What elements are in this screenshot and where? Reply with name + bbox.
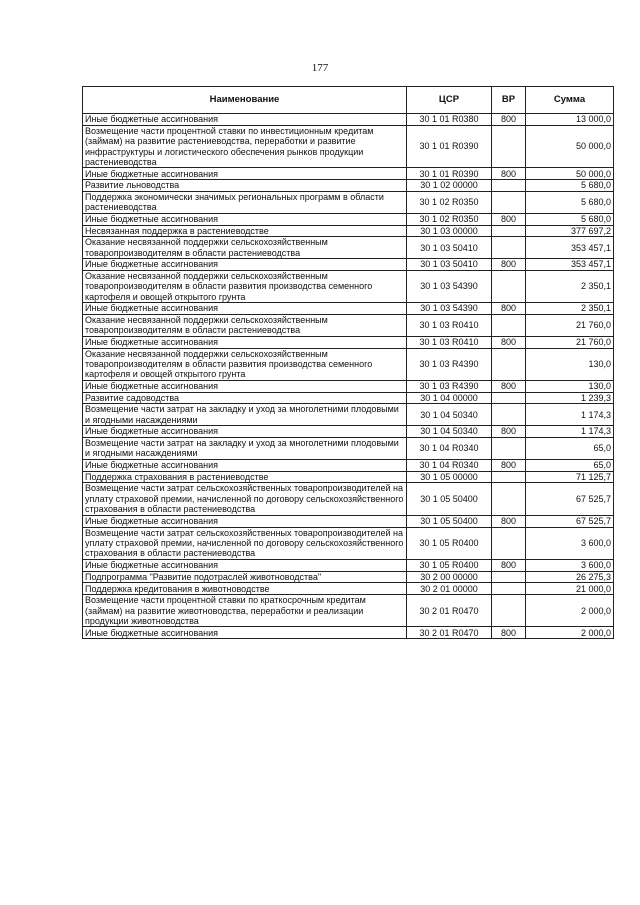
table-header-row: [83, 87, 614, 114]
table-row: [83, 114, 614, 126]
cell-csr: 30 2 01 R0470: [407, 595, 492, 627]
table-row: [83, 483, 614, 515]
cell-sum: 50 000,0: [526, 168, 614, 180]
page-number: 177: [311, 62, 329, 74]
cell-vr: 800: [492, 459, 526, 471]
cell-name: Иные бюджетные ассигнования: [83, 627, 407, 639]
table-row: [83, 348, 614, 380]
table-row: [83, 168, 614, 180]
cell-vr: 800: [492, 303, 526, 315]
cell-sum: 67 525,7: [526, 483, 614, 515]
table-row: [83, 559, 614, 571]
cell-csr: 30 1 01 R0390: [407, 125, 492, 168]
table-row: [83, 271, 614, 303]
cell-vr: 800: [492, 559, 526, 571]
cell-vr: [492, 583, 526, 595]
cell-sum: 2 350,1: [526, 303, 614, 315]
table-row: [83, 527, 614, 559]
cell-name: Иные бюджетные ассигнования: [83, 213, 407, 225]
cell-name: Возмещение части затрат сельскохозяйственных товаропроизводителей на уплату страховой премии, начисленной по договору сельскохозяйственного страхования в области растениеводства: [83, 527, 407, 559]
cell-sum: 1 174,3: [526, 426, 614, 438]
cell-name: Поддержка страхования в растениеводстве: [83, 471, 407, 483]
cell-vr: [492, 237, 526, 259]
cell-vr: [492, 527, 526, 559]
cell-csr: 30 1 03 R0410: [407, 315, 492, 337]
cell-csr: 30 1 02 00000: [407, 180, 492, 192]
cell-csr: 30 2 01 00000: [407, 583, 492, 595]
cell-name: Иные бюджетные ассигнования: [83, 336, 407, 348]
cell-sum: 5 680,0: [526, 180, 614, 192]
cell-sum: 130,0: [526, 348, 614, 380]
cell-name: Оказание несвязанной поддержки сельскохозяйственным товаропроизводителям в области растениеводства: [83, 315, 407, 337]
cell-vr: 800: [492, 336, 526, 348]
cell-csr: 30 1 01 R0380: [407, 114, 492, 126]
cell-name: Возмещение части затрат на закладку и уход за многолетними плодовыми и ягодными насаждениями: [83, 404, 407, 426]
cell-sum: 2 350,1: [526, 271, 614, 303]
cell-sum: 67 525,7: [526, 515, 614, 527]
cell-vr: [492, 180, 526, 192]
cell-csr: 30 1 05 50400: [407, 483, 492, 515]
table-row: [83, 180, 614, 192]
cell-sum: 71 125,7: [526, 471, 614, 483]
cell-sum: 3 600,0: [526, 559, 614, 571]
cell-csr: 30 1 03 54390: [407, 303, 492, 315]
cell-vr: 800: [492, 213, 526, 225]
cell-name: Иные бюджетные ассигнования: [83, 559, 407, 571]
table-row: [83, 213, 614, 225]
cell-csr: 30 1 01 R0390: [407, 168, 492, 180]
cell-sum: 5 680,0: [526, 192, 614, 214]
cell-csr: 30 1 03 00000: [407, 225, 492, 237]
cell-sum: 377 697,2: [526, 225, 614, 237]
cell-name: Иные бюджетные ассигнования: [83, 459, 407, 471]
cell-sum: 1 239,3: [526, 392, 614, 404]
cell-sum: 2 000,0: [526, 595, 614, 627]
cell-sum: 2 000,0: [526, 627, 614, 639]
table-row: [83, 336, 614, 348]
cell-csr: 30 1 04 50340: [407, 426, 492, 438]
header-sum: Сумма: [526, 87, 614, 114]
cell-sum: 21 760,0: [526, 315, 614, 337]
table-row: [83, 583, 614, 595]
cell-csr: 30 1 03 54390: [407, 271, 492, 303]
cell-vr: [492, 483, 526, 515]
cell-name: Возмещение части процентной ставки по краткосрочным кредитам (займам) на развитие животноводства, переработки и реализации продукции животноводства: [83, 595, 407, 627]
cell-sum: 65,0: [526, 438, 614, 460]
cell-name: Оказание несвязанной поддержки сельскохозяйственным товаропроизводителям в области развития производства семенного картофеля и овощей открытого грунта: [83, 348, 407, 380]
budget-table: [82, 86, 614, 639]
cell-csr: 30 1 03 R0410: [407, 336, 492, 348]
cell-name: Несвязанная поддержка в растениеводстве: [83, 225, 407, 237]
cell-sum: 353 457,1: [526, 237, 614, 259]
table-row: [83, 225, 614, 237]
cell-sum: 50 000,0: [526, 125, 614, 168]
cell-vr: [492, 225, 526, 237]
cell-sum: 26 275,3: [526, 571, 614, 583]
table-row: [83, 515, 614, 527]
cell-sum: 130,0: [526, 380, 614, 392]
cell-name: Иные бюджетные ассигнования: [83, 515, 407, 527]
cell-sum: 13 000,0: [526, 114, 614, 126]
cell-name: Развитие льноводства: [83, 180, 407, 192]
cell-sum: 21 000,0: [526, 583, 614, 595]
table-row: [83, 192, 614, 214]
cell-csr: 30 2 01 R0470: [407, 627, 492, 639]
cell-sum: 65,0: [526, 459, 614, 471]
cell-vr: [492, 595, 526, 627]
cell-csr: 30 1 02 R0350: [407, 192, 492, 214]
header-name: Наименование: [83, 87, 407, 114]
cell-csr: 30 1 04 00000: [407, 392, 492, 404]
cell-vr: [492, 438, 526, 460]
cell-sum: 5 680,0: [526, 213, 614, 225]
cell-name: Возмещение части процентной ставки по инвестиционным кредитам (займам) на развитие растениеводства, переработки и развитие инфраструктуры и логистического обеспечения рынков продукции растениеводства: [83, 125, 407, 168]
cell-csr: 30 1 05 R0400: [407, 527, 492, 559]
cell-vr: [492, 471, 526, 483]
cell-csr: 30 2 00 00000: [407, 571, 492, 583]
cell-csr: 30 1 03 50410: [407, 259, 492, 271]
cell-name: Поддержка кредитования в животноводстве: [83, 583, 407, 595]
cell-name: Иные бюджетные ассигнования: [83, 168, 407, 180]
cell-name: Иные бюджетные ассигнования: [83, 303, 407, 315]
cell-csr: 30 1 05 00000: [407, 471, 492, 483]
cell-csr: 30 1 03 R4390: [407, 380, 492, 392]
table-row: [83, 237, 614, 259]
cell-name: Иные бюджетные ассигнования: [83, 114, 407, 126]
cell-vr: 800: [492, 627, 526, 639]
table-row: [83, 125, 614, 168]
cell-vr: [492, 315, 526, 337]
cell-name: Оказание несвязанной поддержки сельскохозяйственным товаропроизводителям в области растениеводства: [83, 237, 407, 259]
cell-vr: 800: [492, 380, 526, 392]
cell-csr: 30 1 05 R0400: [407, 559, 492, 571]
cell-vr: 800: [492, 114, 526, 126]
cell-name: Подпрограмма "Развитие подотраслей животноводства": [83, 571, 407, 583]
cell-vr: [492, 348, 526, 380]
cell-vr: [492, 404, 526, 426]
table-row: [83, 627, 614, 639]
header-csr: ЦСР: [407, 87, 492, 114]
cell-vr: [492, 192, 526, 214]
cell-vr: 800: [492, 168, 526, 180]
table-row: [83, 303, 614, 315]
cell-sum: 21 760,0: [526, 336, 614, 348]
table-row: [83, 459, 614, 471]
table-row: [83, 259, 614, 271]
cell-vr: [492, 392, 526, 404]
table-row: [83, 471, 614, 483]
cell-vr: [492, 571, 526, 583]
cell-csr: 30 1 03 50410: [407, 237, 492, 259]
header-vr: ВР: [492, 87, 526, 114]
table-row: [83, 380, 614, 392]
cell-name: Иные бюджетные ассигнования: [83, 426, 407, 438]
cell-vr: 800: [492, 515, 526, 527]
cell-csr: 30 1 04 R0340: [407, 438, 492, 460]
table-row: [83, 595, 614, 627]
table-row: [83, 571, 614, 583]
cell-csr: 30 1 04 R0340: [407, 459, 492, 471]
cell-name: Возмещение части затрат сельскохозяйственных товаропроизводителей на уплату страховой премии, начисленной по договору сельскохозяйственного страхования в области растениеводства: [83, 483, 407, 515]
cell-sum: 3 600,0: [526, 527, 614, 559]
table-row: [83, 315, 614, 337]
cell-csr: 30 1 03 R4390: [407, 348, 492, 380]
cell-csr: 30 1 02 R0350: [407, 213, 492, 225]
cell-name: Иные бюджетные ассигнования: [83, 259, 407, 271]
cell-name: Иные бюджетные ассигнования: [83, 380, 407, 392]
cell-name: Развитие садоводства: [83, 392, 407, 404]
table-row: [83, 392, 614, 404]
cell-csr: 30 1 04 50340: [407, 404, 492, 426]
cell-name: Возмещение части затрат на закладку и уход за многолетними плодовыми и ягодными насаждениями: [83, 438, 407, 460]
cell-vr: [492, 271, 526, 303]
cell-vr: 800: [492, 426, 526, 438]
cell-sum: 353 457,1: [526, 259, 614, 271]
table-row: [83, 404, 614, 426]
table-row: [83, 438, 614, 460]
cell-csr: 30 1 05 50400: [407, 515, 492, 527]
cell-name: Поддержка экономически значимых региональных программ в области растениеводства: [83, 192, 407, 214]
cell-sum: 1 174,3: [526, 404, 614, 426]
cell-vr: [492, 125, 526, 168]
table-row: [83, 426, 614, 438]
cell-name: Оказание несвязанной поддержки сельскохозяйственным товаропроизводителям в области развития производства семенного картофеля и овощей открытого грунта: [83, 271, 407, 303]
cell-vr: 800: [492, 259, 526, 271]
